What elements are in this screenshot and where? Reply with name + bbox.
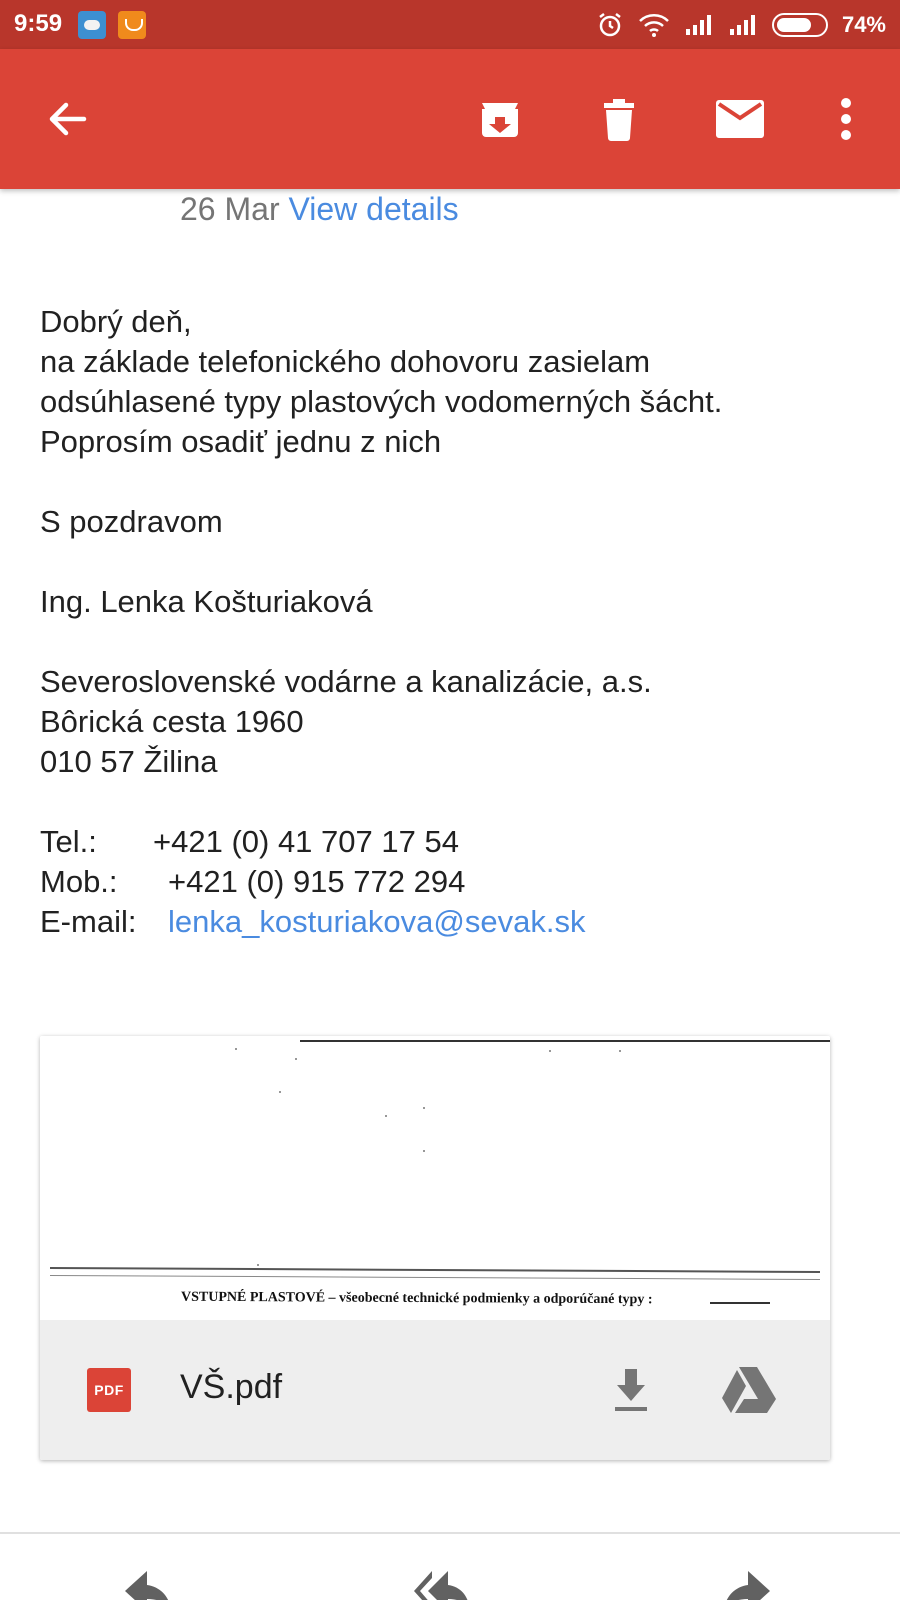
more-options-button[interactable] [818,91,874,147]
battery-fill [777,18,811,32]
body-blank-line [40,462,880,502]
preview-rule [50,1275,820,1280]
view-details-link[interactable]: View details [288,191,459,227]
preview-heading: VSTUPNÉ PLASTOVÉ – všeobecné technické podmienky a odporúčané typy : [180,1289,653,1308]
email-label: E-mail: [40,904,137,939]
battery-icon [772,13,828,37]
body-line: Poprosím osadiť jednu z nich [40,424,442,459]
reply-icon [117,1567,177,1600]
preview-rule [300,1040,830,1042]
email-row [40,902,880,942]
preview-speck [619,1050,621,1052]
message-content [0,189,900,1600]
tel-row [40,822,880,862]
tel-value[interactable]: +421 (0) 41 707 17 54 [153,824,459,859]
arrow-back-icon [46,97,90,141]
body-blank-line [40,782,880,822]
mob-label: Mob.: [40,864,118,899]
forward-icon [718,1567,778,1600]
signal-icon-1 [684,13,714,37]
message-date: 26 Mar [180,191,280,227]
preview-speck [295,1058,297,1060]
archive-icon [476,95,524,143]
message-header-line [180,191,459,228]
preview-speck [423,1107,425,1109]
back-button[interactable] [40,91,96,147]
reply-all-button[interactable] [412,1567,472,1600]
preview-speck [423,1150,425,1152]
body-line: odsúhlasené typy plastových vodomerných šácht. [40,384,723,419]
save-to-drive-button[interactable] [718,1362,778,1418]
preview-rule [50,1267,820,1273]
mob-value[interactable]: +421 (0) 915 772 294 [168,864,466,899]
preview-speck [257,1264,259,1266]
preview-speck [549,1050,551,1052]
delete-icon [599,95,639,143]
tel-label: Tel.: [40,824,97,859]
email-link[interactable]: lenka_kosturiakova@sevak.sk [168,904,586,939]
preview-speck [385,1115,387,1117]
attachment-card[interactable] [40,1036,830,1460]
body-line: Dobrý deň, [40,304,192,339]
body-line: Severoslovenské vodárne a kanalizácie, a.s. [40,664,652,699]
app-bar [0,49,900,189]
google-drive-icon [720,1365,776,1415]
attachment-footer [40,1320,830,1460]
download-icon [611,1367,651,1413]
more-vert-icon [840,97,852,141]
body-line: na základe telefonického dohovoru zasielam [40,344,651,379]
signal-icon-2 [728,13,758,37]
status-time: 9:59 [14,10,63,37]
message-body [40,302,880,942]
attachment-preview[interactable] [40,1036,830,1320]
aliexpress-app-icon [118,11,146,39]
wifi-icon [638,12,670,38]
preview-speck [235,1048,237,1050]
body-blank-line [40,542,880,582]
weather-app-icon [78,11,106,39]
forward-button[interactable] [718,1567,778,1600]
body-line: 010 57 Žilina [40,744,218,779]
mob-row [40,862,880,902]
download-button[interactable] [606,1362,656,1418]
pdf-icon: PDF [87,1368,131,1412]
archive-button[interactable] [472,91,528,147]
attachment-file-name[interactable]: VŠ.pdf [180,1368,283,1406]
divider [0,1532,900,1534]
preview-rule [710,1302,770,1304]
body-line: S pozdravom [40,504,223,539]
body-line: Ing. Lenka Košturiaková [40,584,373,619]
mark-unread-button[interactable] [712,91,768,147]
preview-speck [279,1091,281,1093]
delete-button[interactable] [591,91,647,147]
body-blank-line [40,622,880,662]
alarm-icon [596,11,624,39]
status-bar [0,0,900,49]
battery-percent: 74% [841,11,886,37]
body-line: Bôrická cesta 1960 [40,704,304,739]
mail-icon [714,98,766,140]
reply-button[interactable] [117,1567,177,1600]
reply-all-icon [412,1567,472,1600]
